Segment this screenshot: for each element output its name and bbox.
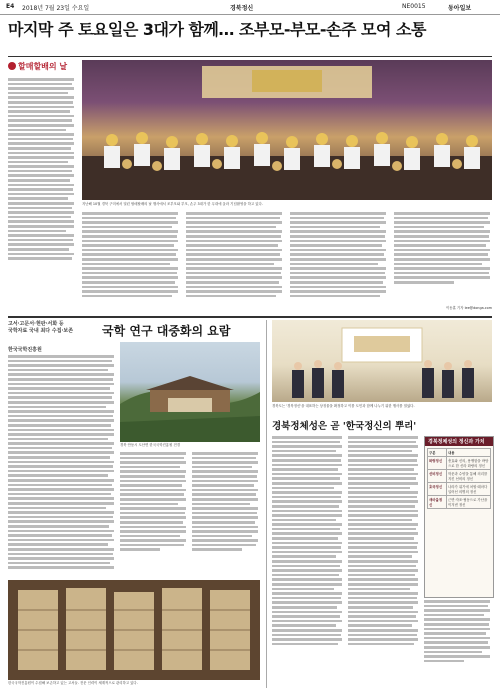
- main-event-photo: [82, 60, 492, 200]
- main-body-col5: [394, 212, 492, 312]
- table-header-row: [428, 449, 491, 457]
- column-divider: [266, 320, 267, 688]
- lower-left-body-col3: [192, 452, 260, 570]
- lower-right-body-col3: [424, 600, 492, 676]
- main-body-col4: [290, 212, 388, 312]
- logo-mark-icon: [8, 62, 16, 70]
- table-cell: 새마을정신: [428, 496, 447, 509]
- lower-left-subhead: 한국국학진흥원: [8, 347, 42, 353]
- table-cell: 근면·자조·협동으로 가난을 이겨낸 정신: [447, 496, 491, 509]
- table-row: [428, 470, 491, 483]
- main-body-col3: [186, 212, 284, 312]
- lower-left-body-col1: [8, 355, 116, 605]
- issue-date: 2018년 7월 23일 수요일: [22, 5, 90, 12]
- page-number: E4: [6, 3, 15, 10]
- table-cell: 충효와 신의, 용맹함을 바탕으로 한 신라 화랑의 정신: [447, 457, 491, 470]
- logo-text: 할매할배의 날: [18, 62, 68, 71]
- lower-right-headline: 경북정체성은 곧 '한국정신의 뿌리': [272, 421, 417, 432]
- table-cell: 나라가 위기에 처할 때마다 일어선 의병의 정신: [447, 483, 491, 496]
- identity-table: [427, 448, 491, 509]
- lower-left-kicker: [8, 321, 98, 335]
- building-photo-caption: 경북 안동시 도산면 한국국학진흥원 전경: [120, 443, 180, 447]
- lower-left-body-col2: [120, 452, 188, 570]
- table-cell: 화랑정신: [428, 457, 447, 470]
- main-byline: 이동훈 기자 lee@donga.com: [446, 306, 492, 310]
- newspaper-name: 동아일보: [448, 5, 472, 12]
- section-name: 경북정신: [230, 5, 254, 12]
- main-headline: 마지막 주 토요일은 3대가 함께… 조부모-부모-손주 모여 소통: [8, 20, 426, 39]
- table-row: [428, 457, 491, 470]
- institute-building-photo: [120, 342, 260, 442]
- kicker-line-2: 국학자료 국내 최다 수집·보존: [8, 328, 74, 334]
- page-code: NE0015: [402, 3, 426, 10]
- event-logo: [8, 61, 78, 73]
- info-box-title: 경북정체성의 정신과 가치: [425, 437, 493, 446]
- page-header: [0, 0, 500, 15]
- lower-right-body-col2: [348, 436, 420, 676]
- identity-info-box: [424, 436, 494, 598]
- lower-left-headline: 국학 연구 대중화의 요람: [102, 324, 231, 338]
- ceremony-photo-caption: 경북도는 '경북정신'을 대표하는 상징물을 확정하고 이를 도민과 함께 나누기 위한 행사를 열었다.: [272, 404, 415, 408]
- section-divider: [8, 316, 492, 318]
- kicker-line-1: 고서·고문서·현판·서화 등: [8, 321, 64, 327]
- headline-rule: [8, 56, 492, 57]
- table-cell: 선비정신: [428, 470, 447, 483]
- main-body-col2: [82, 212, 180, 312]
- lower-right-body-col1: [272, 436, 344, 676]
- table-cell: 호국정신: [428, 483, 447, 496]
- ceremony-photo: [272, 320, 492, 402]
- table-header-cell: 내용: [447, 449, 491, 457]
- table-cell: 학문과 수양을 통해 의리를 지킨 선비의 정신: [447, 470, 491, 483]
- table-header-cell: 구분: [428, 449, 447, 457]
- archive-photo-caption: 한국국학진흥원이 수집해 보존하고 있는 고서들. 전문 인력이 체계적으로 관리하고 있다.: [8, 681, 138, 685]
- main-body-col1: [8, 78, 76, 288]
- archive-books-photo: [8, 580, 260, 680]
- table-row: [428, 483, 491, 496]
- table-row: [428, 496, 491, 509]
- main-photo-caption: 지난해 10월 경북 구미에서 열린 할매할배의 날 행사에서 조부모와 부모, 손주 3대가 한 무대에 올라 기념촬영을 하고 있다.: [82, 202, 263, 206]
